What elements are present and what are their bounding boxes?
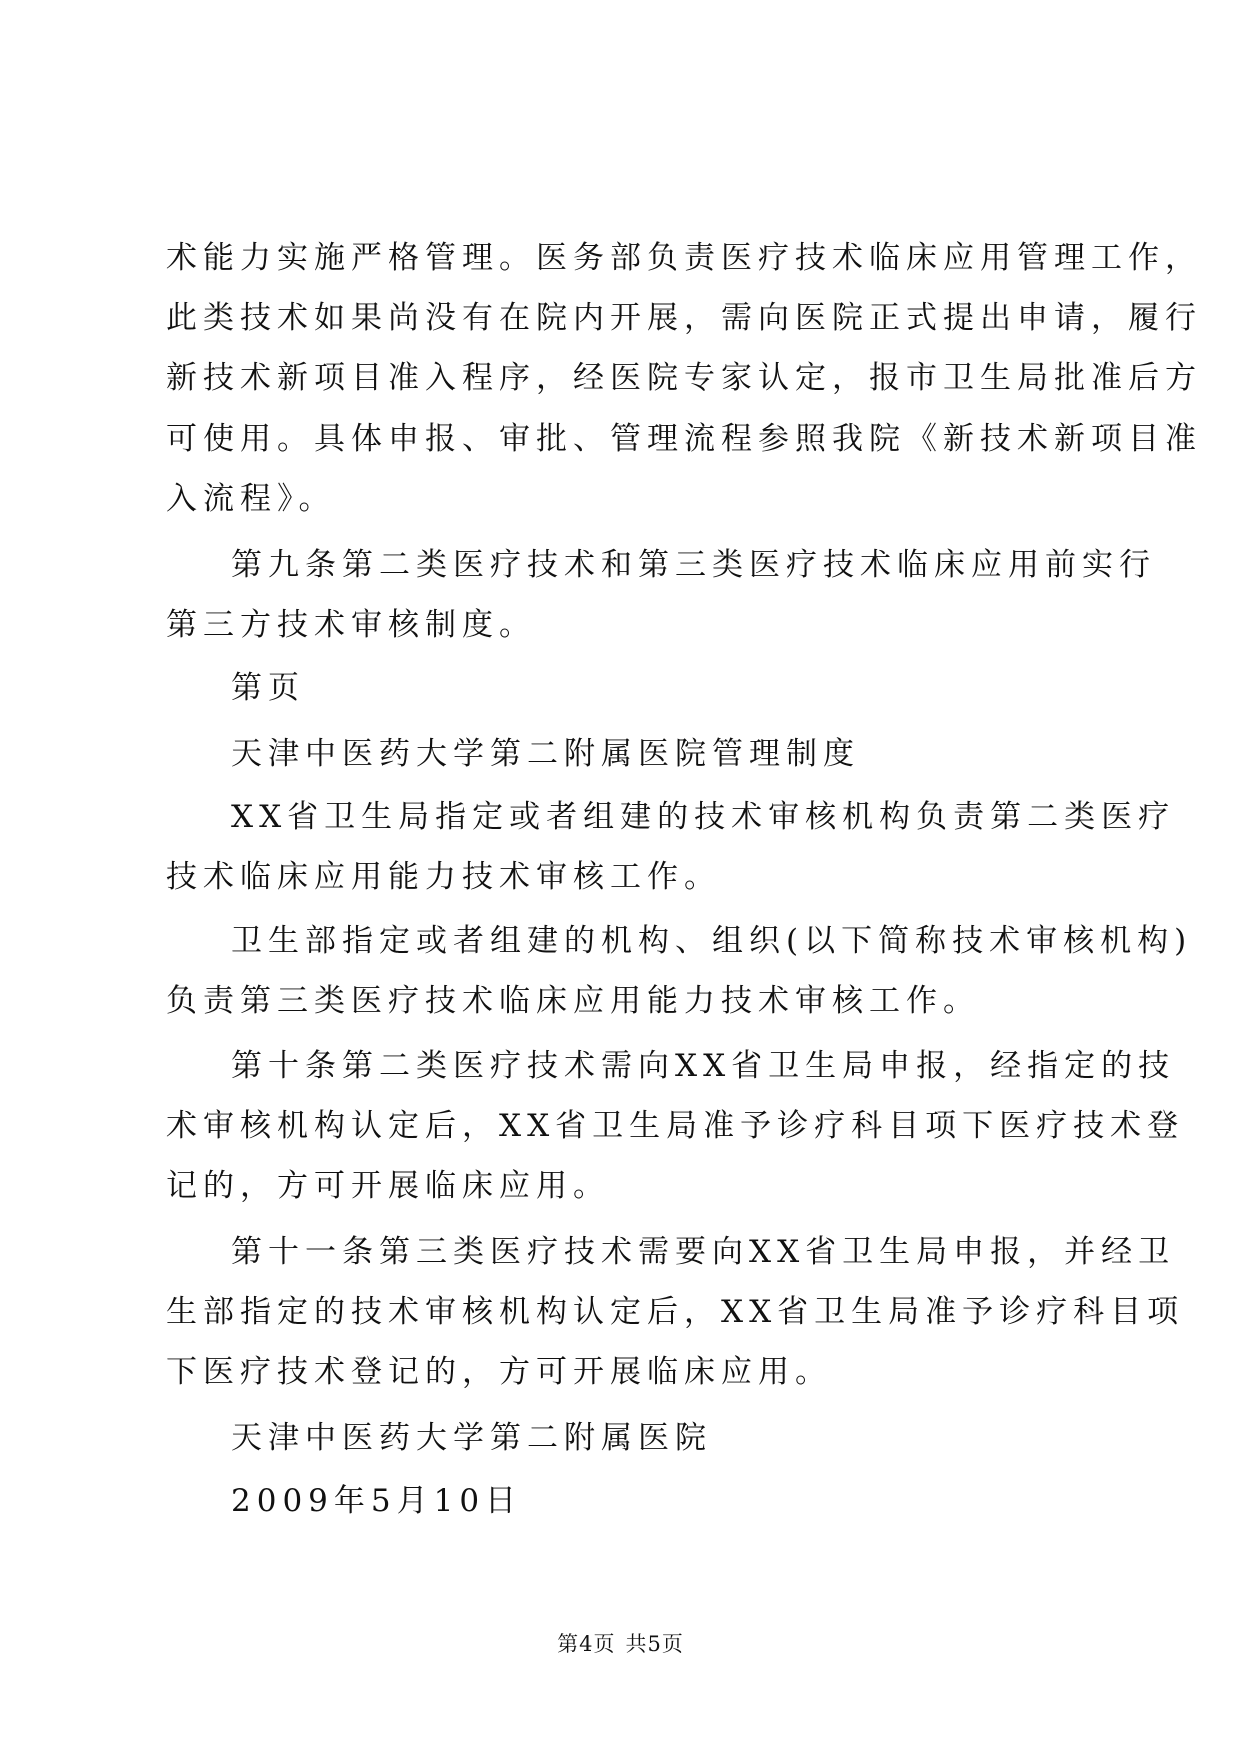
- body-line: 卫生部指定或者组建的机构、组织(以下简称技术审核机构): [231, 923, 1193, 959]
- signature-institution: 天津中医药大学第二附属医院: [231, 1420, 712, 1456]
- body-line: 入流程》。: [166, 481, 336, 517]
- body-line: 此类技术如果尚没有在院内开展，需向医院正式提出申请，履行: [166, 300, 1202, 336]
- article-11-line: 第十一条第三类医疗技术需要向XX省卫生局申报，并经卫: [231, 1234, 1176, 1270]
- article-9-line: 第九条第二类医疗技术和第三类医疗技术临床应用前实行: [231, 547, 1156, 583]
- body-line: 术审核机构认定后，XX省卫生局准予诊疗科目项下医疗技术登: [166, 1108, 1185, 1144]
- body-line: 下医疗技术登记的，方可开展临床应用。: [166, 1354, 832, 1390]
- page-marker: 第页: [231, 670, 305, 706]
- body-line: 可使用。具体申报、审批、管理流程参照我院《新技术新项目准: [166, 421, 1202, 457]
- page-footer: [0, 1629, 1241, 1659]
- signature-date: 2009年5月10日: [231, 1483, 523, 1519]
- body-line: 新技术新项目准入程序，经医院专家认定，报市卫生局批准后方: [166, 360, 1202, 396]
- body-line: 生部指定的技术审核机构认定后，XX省卫生局准予诊疗科目项: [166, 1294, 1185, 1330]
- page-total: 共5页: [625, 1632, 684, 1656]
- body-line: 记的，方可开展临床应用。: [166, 1168, 610, 1204]
- document-header-title: 天津中医药大学第二附属医院管理制度: [231, 736, 860, 772]
- page-number: 第4页: [557, 1632, 616, 1656]
- body-line: 技术临床应用能力技术审核工作。: [166, 859, 721, 895]
- body-line: 第三方技术审核制度。: [166, 607, 536, 643]
- article-10-line: 第十条第二类医疗技术需向XX省卫生局申报，经指定的技: [231, 1048, 1176, 1084]
- body-line: 术能力实施严格管理。医务部负责医疗技术临床应用管理工作，: [166, 240, 1202, 276]
- body-line: XX省卫生局指定或者组建的技术审核机构负责第二类医疗: [231, 799, 1176, 835]
- body-line: 负责第三类医疗技术临床应用能力技术审核工作。: [166, 983, 980, 1019]
